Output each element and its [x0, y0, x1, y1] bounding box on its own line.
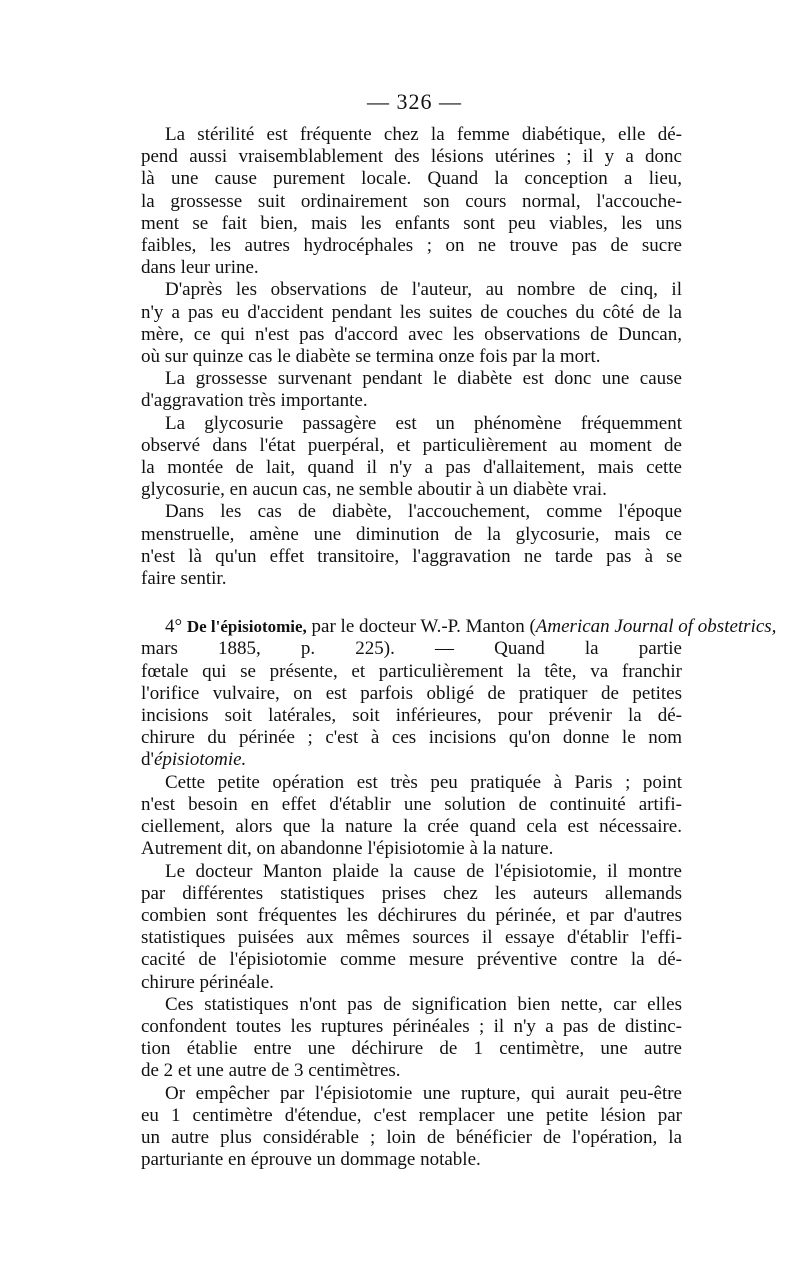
text-line: Autrement dit, on abandonne l'épisiotomie à la nature. — [141, 838, 554, 860]
text-line: La stérilité est fréquente chez la femme diabétique, elle dé- — [165, 124, 682, 145]
text-block-diabetes — [117, 124, 682, 590]
text-line: confondent toutes les ruptures périnéales ; il n'y a pas de distinc- — [141, 1015, 682, 1037]
text-line: l'orifice vulvaire, on est parfois obligé de pratiquer de petites — [141, 682, 682, 704]
text-line: combien sont fréquentes les déchirures du périnée, et par d'autres — [141, 904, 682, 926]
section-episiotomy — [117, 616, 777, 771]
text-line: incisions soit latérales, soit inférieures, pour prévenir la dé- — [141, 705, 682, 727]
paragraph — [117, 772, 682, 861]
text-line: la grossesse suit ordinairement son cours normal, l'accouche- — [141, 190, 682, 212]
text-line: chirure périnéale. — [141, 971, 274, 993]
section-title: De l'épisiotomie, — [186, 617, 307, 637]
text-line: mère, ce qui n'est pas d'accord avec les observations de Duncan, — [141, 323, 682, 345]
text-line: faire sentir. — [141, 568, 227, 590]
text-line: observé dans l'état puerpéral, et particulièrement au moment de — [141, 434, 682, 456]
text-line: D'après les observations de l'auteur, au nombre de cinq, il — [165, 279, 682, 301]
text-line: un autre plus considérable ; loin de bénéficier de l'opération, la — [141, 1126, 682, 1148]
text-line: là une cause purement locale. Quand la conception a lieu, — [141, 168, 682, 190]
section-body-lines — [117, 661, 682, 750]
text-line: par différentes statistiques prises chez les auteurs allemands — [141, 882, 682, 904]
text-line: La grossesse survenant pendant le diabète est donc une cause — [165, 368, 682, 390]
text-line: Ces statistiques n'ont pas de signification bien nette, car elles — [165, 993, 682, 1015]
text-line: parturiante en éprouve un dommage notable. — [141, 1149, 481, 1171]
text-block-episiotomy-discussion — [117, 772, 682, 1172]
text-line: Cette petite opération est très peu pratiquée à Paris ; point — [165, 771, 682, 793]
section-reference-line — [117, 638, 682, 660]
text-line: glycosurie, en aucun cas, ne semble aboutir à un diabète vrai. — [141, 479, 607, 501]
section-intro: par le docteur W.-P. Manton ( — [311, 616, 536, 638]
text-line: n'est là qu'un effet transitoire, l'aggravation ne tarde pas à se — [141, 545, 682, 567]
term-prefix: d' — [141, 749, 154, 771]
section-last-line — [117, 749, 682, 771]
text-line: où sur quinze cas le diabète se termina onze fois par la mort. — [141, 346, 601, 368]
text-line: n'est besoin en effet d'établir une solution de continuité artifi- — [141, 793, 682, 815]
text-line: la montée de lait, quand il n'y a pas d'allaitement, mais cette — [141, 457, 682, 479]
text-line: Le docteur Manton plaide la cause de l'épisiotomie, il montre — [165, 860, 682, 882]
text-line: Dans les cas de diabète, l'accouchement, comme l'époque — [165, 501, 682, 523]
text-line: de 2 et une autre de 3 centimètres. — [141, 1060, 401, 1082]
term-episiotomie: épisiotomie. — [153, 749, 247, 771]
text-line: n'y a pas eu d'accident pendant les suites de couches du côté de la — [141, 301, 682, 323]
text-line: faibles, les autres hydrocéphales ; on ne trouve pas de sucre — [141, 235, 682, 257]
paragraph — [117, 368, 682, 412]
section-heading-line — [117, 616, 777, 638]
paragraph — [117, 994, 682, 1083]
paragraph — [117, 1083, 682, 1172]
text-line: statistiques puisées aux mêmes sources il essaye d'établir l'effi- — [141, 927, 682, 949]
text-line: tion établie entre une déchirure de 1 centimètre, une autre — [141, 1038, 682, 1060]
text-line: La glycosurie passagère est un phénomène fréquemment — [165, 412, 682, 434]
text-line: menstruelle, amène une diminution de la glycosurie, mais ce — [141, 523, 682, 545]
page-number: — 326 — — [367, 89, 462, 114]
section-number: 4° — [165, 616, 183, 638]
text-line: cacité de l'épisiotomie comme mesure préventive contre la dé- — [141, 949, 682, 971]
text-line: fœtale qui se présente, et particulièrement la tête, va franchir — [141, 660, 682, 682]
paragraph — [117, 279, 682, 368]
paragraph — [117, 413, 682, 502]
text-line: Or empêcher par l'épisiotomie une rupture, qui aurait peu-être — [165, 1082, 682, 1104]
text-line: dans leur urine. — [141, 257, 259, 279]
journal-title: American Journal of obstetrics, — [535, 616, 777, 638]
text-line: ment se fait bien, mais les enfants sont peu viables, les uns — [141, 212, 682, 234]
text-line: eu 1 centimètre d'étendue, c'est remplacer une petite lésion par — [141, 1104, 682, 1126]
section-reference: mars 1885, p. 225). — Quand la partie — [141, 638, 682, 660]
section-spacer — [117, 590, 682, 616]
paragraph — [117, 124, 682, 279]
text-line: d'aggravation très importante. — [141, 390, 368, 412]
paragraph — [117, 501, 682, 590]
text-line: pend aussi vraisemblablement des lésions utérines ; il y a donc — [141, 146, 682, 168]
book-page — [117, 88, 777, 1171]
text-line: ciellement, alors que la nature la crée quand cela est nécessaire. — [141, 816, 682, 838]
paragraph — [117, 861, 682, 994]
text-line: chirure du périnée ; c'est à ces incisions qu'on donne le nom — [141, 727, 682, 749]
